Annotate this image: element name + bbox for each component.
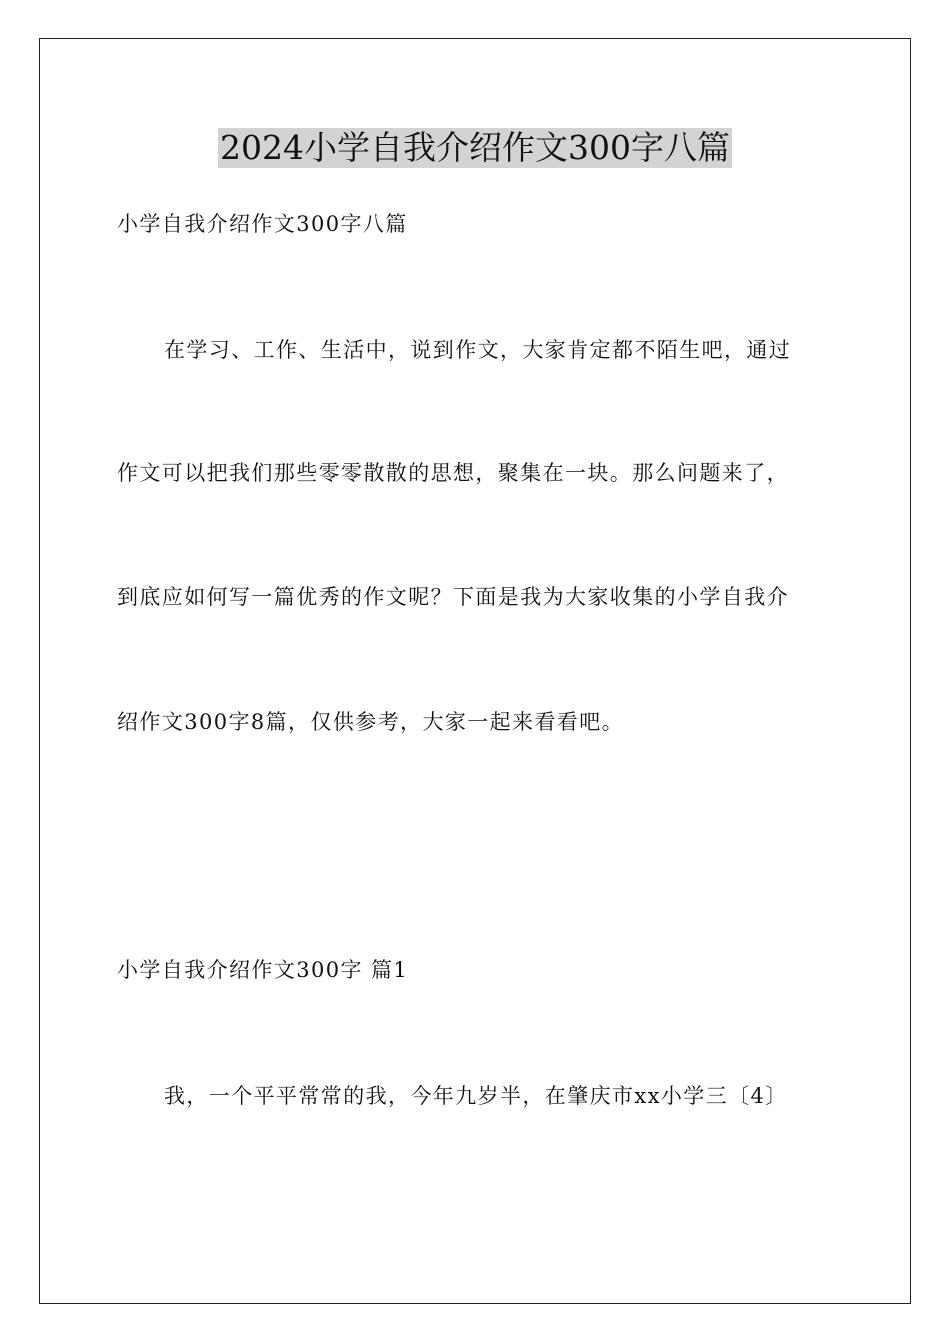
title-container: [0, 128, 950, 168]
paragraph-line: 在学习、工作、生活中，说到作文，大家肯定都不陌生吧，通过: [164, 338, 792, 362]
section-heading: 小学自我介绍作文300字 篇1: [117, 958, 409, 982]
paragraph-line: 作文可以把我们那些零零散散的思想，聚集在一块。那么问题来了，: [117, 461, 789, 485]
document-title: 2024小学自我介绍作文300字八篇: [220, 128, 730, 167]
paragraph-line: 到底应如何写一篇优秀的作文呢？下面是我为大家收集的小学自我介: [117, 585, 789, 609]
document-subtitle: 小学自我介绍作文300字八篇: [117, 212, 408, 236]
paragraph-line: 我，一个平平常常的我，今年九岁半，在肇庆市xx小学三〔4〕: [164, 1084, 788, 1108]
paragraph-line: 绍作文300字8篇，仅供参考，大家一起来看看吧。: [117, 710, 625, 734]
